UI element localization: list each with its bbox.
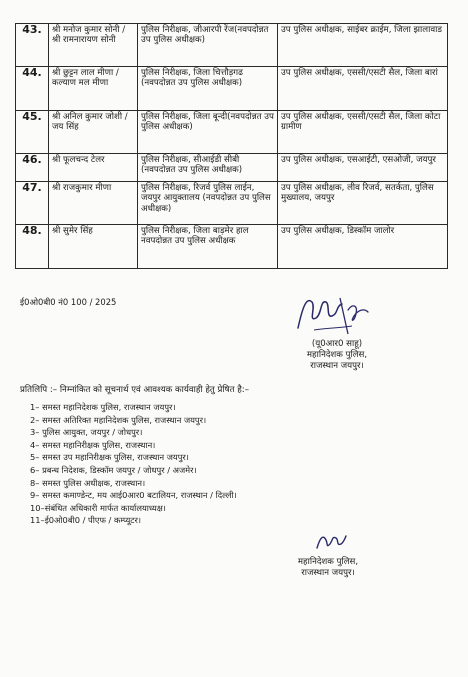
table-row: [16, 182, 448, 225]
current-post: पुलिस निरीक्षक, रिजर्व पुलिस लाईन, जयपुर आयुक्तालय (नवपदोन्नत उप पुलिस अधीक्षक): [138, 182, 278, 225]
signatory2-designation: महानिदेशक पुलिस,: [297, 557, 359, 567]
signature-mark: [292, 288, 372, 340]
new-post: उप पुलिस अधीक्षक, साईबर क्राईम, जिला झालावाड: [278, 24, 448, 67]
list-item: 5– समस्त उप महानिरीक्षक पुलिस, राजस्थान जयपुर।: [30, 452, 189, 463]
table-row: [16, 111, 448, 154]
row-number: 45.: [16, 111, 49, 154]
table-row: [16, 225, 448, 269]
signatory-block: [282, 339, 392, 372]
copy-recipient-list: [30, 401, 237, 527]
list-item: 6– प्रबन्ध निदेशक, डिस्कॉम जयपुर / जोधपुर / अजमेर।: [30, 464, 197, 475]
order-reference: ई0ओ0बी0 नं0 100 / 2025: [20, 297, 117, 307]
row-number: 43.: [16, 24, 49, 67]
row-number: 48.: [16, 225, 49, 269]
current-post: पुलिस निरीक्षक, जिला चित्तौड़गढ (नवपदोन्नत उप पुलिस अधीक्षक): [138, 67, 278, 111]
row-number: 44.: [16, 67, 49, 111]
new-post: उप पुलिस अधीक्षक, एससी/एसटी सैल, जिला बारां: [278, 67, 448, 111]
row-number: 47.: [16, 182, 49, 225]
initials-mark: [314, 530, 348, 552]
signatory2-place: राजस्थान जयपुर।: [301, 568, 355, 578]
signatory-designation: महानिदेशक पुलिस,: [306, 350, 368, 360]
officer-name: श्री मनोज कुमार सोनी / श्री रामनारायण सोनी: [49, 24, 138, 67]
table-row: [16, 24, 448, 67]
list-item: 2– समस्त अतिरिक्त महानिदेशक पुलिस, राजस्थान जयपुर।: [30, 414, 207, 425]
current-post: पुलिस निरीक्षक, जिला बाड़मेर हाल नवपदोन्नत उप पुलिस अधीक्षक: [138, 225, 278, 269]
officer-name: श्री अनिल कुमार जोशी / जय सिंह: [49, 111, 138, 154]
copy-intro: प्रतिलिपि :– निम्नांकित को सूचनार्थ एवं आवश्यक कार्यवाही हेतु प्रेषित है:–: [20, 385, 250, 395]
new-post: उप पुलिस अधीक्षक, एससी/एसटी सैल, जिला कोटा ग्रामीण: [278, 111, 448, 154]
list-item: 8– समस्त पुलिस अधीक्षक, राजस्थान।: [30, 477, 146, 488]
list-item: 9– समस्त कमाण्डेन्ट, मय आई0आर0 बटालियन, राजस्थान / दिल्ली।: [30, 490, 237, 501]
current-post: पुलिस निरीक्षक, सीआईडी सीबी (नवपदोन्नत उप पुलिस अधीक्षक): [138, 154, 278, 182]
signatory-place: राजस्थान जयपुर।: [310, 361, 364, 371]
current-post: पुलिस निरीक्षक, जीआरपी रेंज(नवपदोन्नत उप पुलिस अधीक्षक): [138, 24, 278, 67]
new-post: उप पुलिस अधीक्षक, डिस्कॉम जालोर: [278, 225, 448, 269]
list-item: 11–ई0ओ0बी0 / पीएफ / कम्प्यूटर।: [30, 515, 142, 526]
signatory-name: (यू0आर0 साहू): [311, 339, 363, 349]
signatory2-block: [268, 557, 388, 579]
new-post: उप पुलिस अधीक्षक, एसआईटी, एसओजी, जयपुर: [278, 154, 448, 182]
row-number: 46.: [16, 154, 49, 182]
list-item: 10–संबंधित अधिकारी मार्फत कार्यालयाध्यक्ष।: [30, 502, 166, 513]
new-post: उप पुलिस अधीक्षक, लीव रिजर्व, सतर्कता, पुलिस मुख्यालय, जयपुर: [278, 182, 448, 225]
table-row: [16, 67, 448, 111]
list-item: 4– समस्त महानिरीक्षक पुलिस, राजस्थान।: [30, 439, 156, 450]
current-post: पुलिस निरीक्षक, जिला बून्दी(नवपदोन्नत उप पुलिस अधीक्षक): [138, 111, 278, 154]
table-row: [16, 154, 448, 182]
transfer-table: [15, 23, 448, 269]
officer-name: श्री फूलचन्द टेलर: [49, 154, 138, 182]
officer-name: श्री छुट्टन लाल मीणा / कल्याण मल मीणा: [49, 67, 138, 111]
list-item: 1– समस्त महानिदेशक पुलिस, राजस्थान जयपुर।: [30, 402, 176, 412]
officer-name: श्री सुमेर सिंह: [49, 225, 138, 269]
officer-name: श्री राजकुमार मीणा: [49, 182, 138, 225]
list-item: 3– पुलिस आयुक्त, जयपुर / जोधपुर।: [30, 427, 143, 438]
